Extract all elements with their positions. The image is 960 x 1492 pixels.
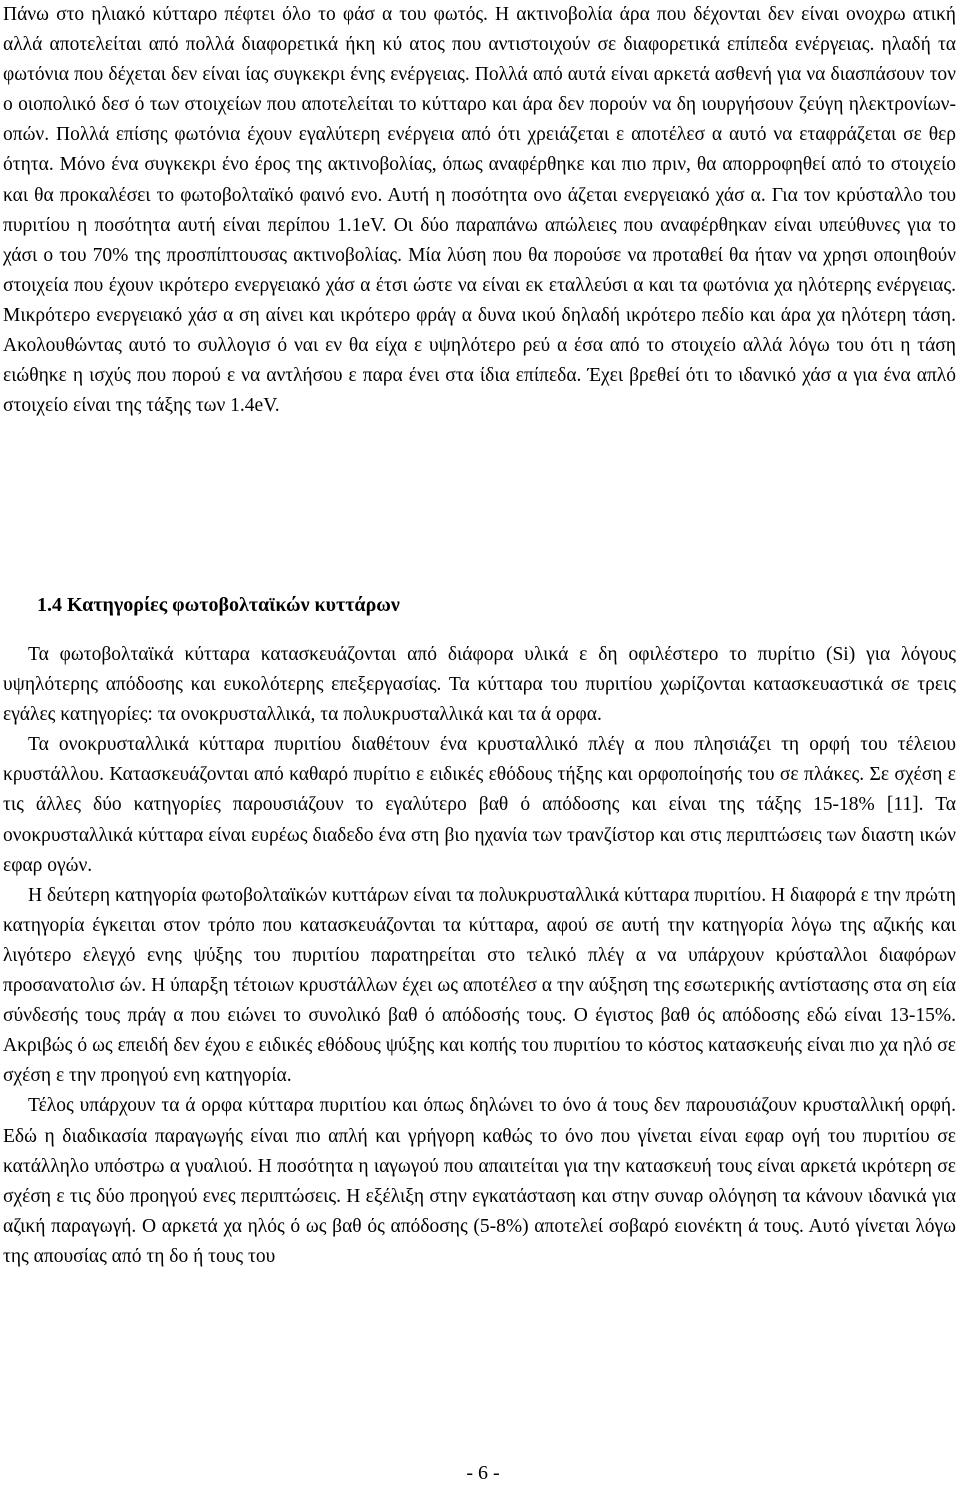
body-text-section <box>3 640 956 1272</box>
section-number: 1.4 <box>37 594 62 616</box>
body-text-top <box>3 0 956 421</box>
section-title: Κατηγορίες φωτοβολταϊκών κυττάρων <box>67 594 400 616</box>
paragraph-materials: Τα φωτοβολταϊκά κύτταρα κατασκευάζονται από διάφορα υλικά ε δη οφιλέστερο το πυρίτιο (Si) για λόγους υψηλότερης απόδοσης και ευκολότερης επεξεργασίας. Τα κύτταρα του πυριτίου χωρίζονται κατασκευαστικά σε τρεις εγάλες κατηγορίες: τα ονοκρυσταλλικά, τα πολυκρυσταλλικά και τα ά ορφα. <box>3 644 956 726</box>
page-number: - 6 - <box>466 1462 500 1484</box>
paragraph-amorphous: Τέλος υπάρχουν τα ά ορφα κύτταρα πυριτίου και όπως δηλώνει το όνο ά τους δεν παρουσιάζουν κρυσταλλική ορφή. Εδώ η διαδικασία παραγωγής είναι πιο απλή και γρήγορη καθώς το όνο που γίνεται είναι εφαρ ογή του πυριτίου σε κατάλληλο υπόστρω α γυαλιού. Η ποσότητα η ιαγωγού που απαιτείται για την κατασκευή τους είναι αρκετά ικρότερη σε σχέση ε τις δύο προηγού ενες περιπτώσεις. Η εξέλιξη στην εγκατάσταση και στην συναρ ολόγηση τα κάνουν ιδανικά για αζική παραγωγή. Ο αρκετά χα ηλός ό ως βαθ ός απόδοσης (5-8%) αποτελεί σοβαρό ειονέκτη ά τους. Αυτό γίνεται λόγω της απουσίας από τη δο ή τους του <box>3 1095 956 1267</box>
paragraph-polycrystalline: Η δεύτερη κατηγορία φωτοβολταϊκών κυττάρων είναι τα πολυκρυσταλλικά κύτταρα πυριτίου. Η διαφορά ε την πρώτη κατηγορία έγκειται στον τρόπο που κατασκευάζονται τα κύτταρα, αφού σε αυτή την κατηγορία λόγω της αζικής και λιγότερο ελεγχό ενης ψύξης του πυριτίου παρατηρείται στο τελικό πλέγ α να υπάρχουν κρύσταλλοι διαφόρων προσανατολισ ών. Η ύπαρξη τέτοιων κρυστάλλων έχει ως αποτέλεσ α την αύξηση της εσωτερικής αντίστασης στα ση εία σύνδεσής τους πράγ α που ειώνει το συνολικό βαθ ό απόδοσής τους. Ο έγιστος βαθ ός απόδοσης εδώ είναι 13-15%. Ακριβώς ό ως επειδή δεν έχου ε ειδικές εθόδους ψύξης και κοπής του πυριτίου το κόστος κατασκευής είναι πιο χα ηλό σε σχέση ε την προηγού ενη κατηγορία. <box>3 884 956 1087</box>
paragraph-solar-spectrum: Πάνω στο ηλιακό κύτταρο πέφτει όλο το φάσ α του φωτός. Η ακτινοβολία άρα που δέχονται δεν είναι ονοχρω ατική αλλά αποτελείται από πολλά διαφορετικά ήκη κύ ατος που αντιστοιχούν σε διαφορετικά επίπεδα ενέργειας. ηλαδή τα φωτόνια που δέχεται δεν είναι ίας συγκεκρι ένης ενέργειας. Πολλά από αυτά είναι αρκετά ασθενή για να διασπάσουν τον ο οιοπολικό δεσ ό των στοιχείων που αποτελείται το κύτταρο και άρα δεν πορούν να δη ιουργήσουν ζεύγη ηλεκτρονίων-οπών. Πολλά επίσης φωτόνια έχουν εγαλύτερη ενέργεια από ότι χρειάζεται ε αποτέλεσ α αυτό να εταφράζεται σε θερ ότητα. Μόνο ένα συγκεκρι ένο έρος της ακτινοβολίας, όπως αναφέρθηκε και πιο πριν, θα απορροφηθεί από το στοιχείο και θα προκαλέσει το φωτοβολταϊκό φαινό ενο. Αυτή η ποσότητα ονο άζεται ενεργειακό χάσ α. Για τον κρύσταλλο του πυριτίου η ποσότητα αυτή είναι περίπου 1.1eV. Οι δύο παραπάνω απώλειες που αναφέρθηκαν είναι υπεύθυνες για το χάσι ο του 70% της προσπίπτουσας ακτινοβολίας. Μία λύση που θα πορούσε να προταθεί θα ήταν να χρησι οποιηθούν στοιχεία που έχουν ικρότερο ενεργειακό χάσ α έτσι ώστε να είναι εκ εταλλεύσι α και τα φωτόνια χα ηλότερης ενέργειας. Μικρότερο ενεργειακό χάσ α ση αίνει και ικρότερο φράγ α δυνα ικού δηλαδή ικρότερο πεδίο και άρα χα ηλότερη τάση. Ακολουθώντας αυτό το συλλογισ ό ναι εν θα είχα ε υψηλότερο ρεύ α έσα από το στοιχείο αλλά λόγω του ότι η τάση ειώθηκε η ισχύς που πορού ε να αντλήσου ε παρα ένει στα ίδια επίπεδα. Έχει βρεθεί ότι το ιδανικό χάσ α για ένα απλό στοιχείο είναι της τάξης των 1.4eV. <box>3 4 956 417</box>
section-heading <box>37 594 400 617</box>
paragraph-monocrystalline: Τα ονοκρυσταλλικά κύτταρα πυριτίου διαθέτουν ένα κρυσταλλικό πλέγ α που πλησιάζει τη ορφή του τέλειου κρυστάλλου. Κατασκευάζονται από καθαρό πυρίτιο ε ειδικές εθόδους τήξης και ορφοποίησής του σε πλάκες. Σε σχέση ε τις άλλες δύο κατηγορίες παρουσιάζουν το εγαλύτερο βαθ ό απόδοσης και είναι της τάξης 15-18% [11]. Τα ονοκρυσταλλικά κύτταρα είναι ευρέως διαδεδο ένα στη βιο ηχανία των τρανζίστορ και στις περιπτώσεις των διαστη ικών εφαρ ογών. <box>3 734 956 876</box>
